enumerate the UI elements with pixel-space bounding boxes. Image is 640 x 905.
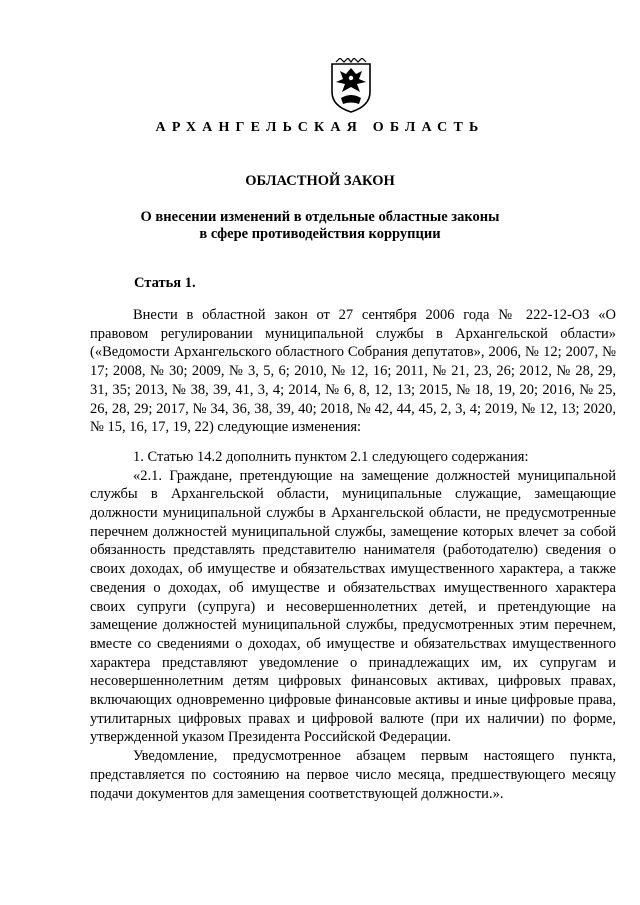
- law-title-line-1: О внесении изменений в отдельные областные законы: [140, 209, 500, 225]
- paragraph-notice: Уведомление, предусмотренное абзацем первым настоящего пункта, представляется по состоянию на первое число месяца, предшествующего месяцу подачи документов для замещения соответствующей должности.».: [90, 748, 616, 802]
- document-type: ОБЛАСТНОЙ ЗАКОН: [245, 173, 395, 189]
- coat-of-arms-icon: [328, 58, 374, 114]
- article-body: [90, 306, 616, 803]
- law-title-line-2: в сфере противодействия коррупции: [199, 226, 441, 242]
- paragraph-item-1: 1. Статью 14.2 дополнить пунктом 2.1 следующего содержания:: [133, 448, 529, 465]
- article-heading: Статья 1.: [134, 275, 196, 291]
- paragraph-point-2-1: «2.1. Граждане, претендующие на замещение должностей муниципальной службы в Архангельской области, муниципальные служащие, замещающие должности муниципальной службы в Архангельской области, не предусмотренные перечнем должностей муниципальной службы, замещение которых влечет за собой обязанность представлять представителю нанимателя (работодателю) сведения о своих доходах, об имуществе и обязательствах имущественного характера, а также сведения о доходах, об имуществе и обязательствах имущественного характера своих супруги (супруга) и несовершеннолетних детей, и претендующие на замещение должностей муниципальной службы, предусмотренных этим перечнем, вместе со сведениями о доходах, об имуществе и обязательствах имущественного характера представляют уведомление о принадлежащих им, их супругам и несовершеннолетним детям цифровых финансовых активах, цифровых правах, включающих одновременно цифровые финансовые активы и иные цифровые права, утилитарных цифровых правах и цифровой валюте (при их наличии) по форме, утвержденной указом Президента Российской Федерации.: [90, 467, 616, 746]
- region-name: АРХАНГЕЛЬСКАЯ ОБЛАСТЬ: [155, 120, 485, 135]
- paragraph-intro: Внести в областной закон от 27 сентября 2006 года № 222-12-ОЗ «О правовом регулировании муниципальной службы в Архангельской области» («Ведомости Архангельского областного Собрания депутатов», 2006, № 12; 2007, № 17; 2008, № 30; 2009, № 3, 5, 6; 2010, № 12, 16; 2011, № 21, 23, 26; 2012, № 28, 29, 31, 35; 2013, № 38, 39, 41, 3, 4; 2014, № 6, 8, 12, 13; 2015, № 18, 19, 20; 2016, № 25, 26, 28, 29; 2017, № 34, 36, 38, 39, 40; 2018, № 42, 44, 45, 2, 3, 4; 2019, № 12, 13; 2020, № 15, 16, 17, 19, 22) следующие изменения:: [90, 307, 616, 436]
- law-title: [0, 209, 640, 243]
